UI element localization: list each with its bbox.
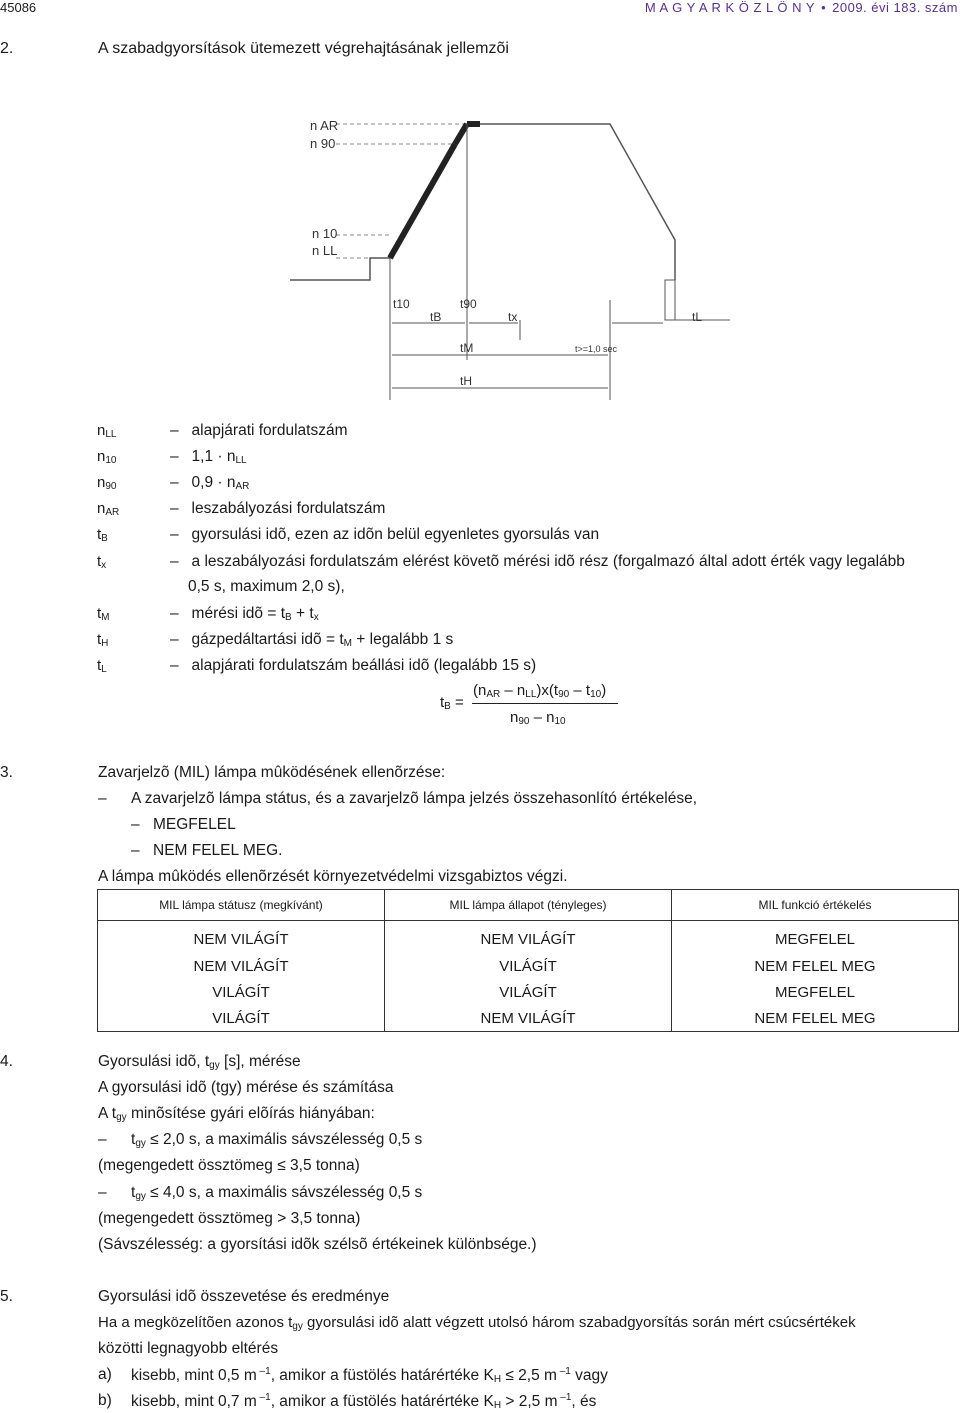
section5-item-a: kisebb, mint 0,5 m $^{-1}$, amikor a füstölés határértéke $K_H \le 2,5$ m $^{-1}$ vagy (131, 1366, 608, 1386)
table-header-cell: MIL lámpa állapot (tényleges) (385, 890, 672, 921)
table-cell: MEGFELEL (672, 979, 959, 1005)
def-text-n10: – $1,1 \cdot n_{LL}$ (170, 448, 247, 466)
section4-bullet2: $t_{gy} \le 4,0$ s, a maximális sávszélesség 0,5 s (131, 1184, 423, 1202)
mil-table (97, 889, 959, 1032)
label-nll: n LL (312, 243, 338, 258)
def-symbol-nar: $n_{AR}$ (97, 500, 120, 518)
section4-bandwidth-note: (Sávszélesség: a gyorsítási idõk szélsõ értékeinek különbsége.) (98, 1236, 537, 1253)
def-text-th: – gázpedáltartási idõ = $t_M$ + legalább 1 s (170, 631, 454, 649)
section4-line1: A gyorsulási idõ (tgy) mérése és számítása (98, 1079, 394, 1096)
acceleration-segment (390, 144, 455, 258)
table-row (98, 921, 959, 954)
idle-box (665, 280, 675, 320)
section5-number: 5. (0, 1288, 13, 1305)
table-header-cell: MIL funkció értékelés (672, 890, 959, 921)
table-cell: VILÁGÍT (385, 953, 672, 979)
section4-dash2: – (98, 1184, 107, 1201)
issue-label: 2009. évi 183. szám (832, 0, 958, 15)
section3-sub2: NEM FELEL MEG. (153, 842, 283, 859)
formula-denominator: $n_{90} - n_{10}$ (510, 709, 566, 727)
def-symbol-tb: $t_B$ (97, 526, 108, 544)
section4-number: 4. (0, 1053, 13, 1070)
table-header-row (98, 890, 959, 921)
formula-lhs: $t_B$ = (440, 694, 464, 712)
section5-title: Gyorsulási idõ összevetése és eredménye (98, 1288, 390, 1305)
section3-dash3: – (131, 842, 140, 859)
section4-bullet1: $t_{gy} \le 2,0$ s, a maximális sávszélesség 0,5 s (131, 1131, 423, 1149)
def-text-tx: – a leszabályozási fordulatszám elérést követõ mérési idõ rész (forgalmazó által adott érték vagy legalább (170, 553, 905, 570)
tb-formula (440, 680, 630, 736)
def-text-nar: – leszabályozási fordulatszám (170, 500, 386, 517)
def-symbol-nll: $n_{LL}$ (97, 422, 117, 440)
acceleration-diagram (280, 100, 703, 400)
label-tm: tM (460, 341, 474, 355)
section4-line2: A $t_{gy}$ minõsítése gyári elõírás hiányában: (98, 1105, 375, 1123)
section3-item1: A zavarjelzõ lámpa státus, és a zavarjelzõ lámpa jelzés összehasonlító értékelése, (131, 790, 698, 807)
header-bullet: • (821, 0, 827, 15)
table-cell: NEM VILÁGÍT (98, 953, 385, 979)
label-t-min: t>=1,0 sec (575, 344, 618, 354)
def-symbol-tm: $t_M$ (97, 605, 110, 623)
def-text-n90: – $0,9 \cdot n_{AR}$ (170, 474, 250, 492)
section3-title: Zavarjelzõ (MIL) lámpa mûködésének ellenõrzése: (98, 764, 446, 781)
section5-item-b: kisebb, mint 0,7 m $^{-1}$, amikor a füstölés határértéke $K_H > 2,5$ m $^{-1}$, és (131, 1392, 597, 1412)
table-cell: NEM FELEL MEG (672, 1005, 959, 1032)
def-symbol-tl: $t_L$ (97, 657, 107, 675)
def-symbol-n90: $n_{90}$ (97, 474, 117, 492)
section4-dash1: – (98, 1131, 107, 1148)
table-cell: VILÁGÍT (98, 1005, 385, 1032)
label-tl: tL (692, 310, 703, 324)
table-header-cell: MIL lámpa státusz (megkívánt) (98, 890, 385, 921)
table-row (98, 953, 959, 979)
section4-bullet2-note: (megengedett össztömeg > 3,5 tonna) (98, 1210, 361, 1227)
def-text-tx-cont: 0,5 s, maximum 2,0 s), (188, 578, 345, 595)
table-row (98, 1005, 959, 1032)
def-symbol-tx: $t_x$ (97, 553, 107, 571)
section4-title: Gyorsulási idõ, $t_{gy}$ [s], mérése (98, 1053, 301, 1071)
def-symbol-n10: $n_{10}$ (97, 448, 117, 466)
page-number: 45086 (0, 0, 37, 15)
section3-note: A lámpa mûködés ellenõrzését környezetvédelmi vizsgabiztos végzi. (98, 868, 568, 885)
section4-bullet1-note: (megengedett össztömeg ≤ 3,5 tonna) (98, 1157, 360, 1174)
formula-fraction-bar (472, 703, 618, 704)
speed-curve (290, 124, 675, 280)
table-cell: NEM VILÁGÍT (385, 921, 672, 954)
label-n90: n 90 (310, 136, 336, 151)
acceleration-top-segment (455, 124, 467, 144)
section5-item-a-label: a) (98, 1366, 112, 1383)
def-text-tm: – mérési idõ = $t_B + t_x$ (170, 605, 319, 623)
label-t90: t90 (460, 297, 477, 311)
section3-sub1: MEGFELEL (153, 816, 236, 833)
journal-name: M A G Y A R K Ö Z L Ö N Y (644, 0, 816, 15)
table-cell: NEM FELEL MEG (672, 953, 959, 979)
def-text-tb: – gyorsulási idõ, ezen az idõn belül egyenletes gyorsulás van (170, 526, 600, 543)
def-text-tl: – alapjárati fordulatszám beállási idõ (legalább 15 s) (170, 657, 537, 674)
section5-paragraph-cont: közötti legnagyobb eltérés (98, 1340, 279, 1357)
table-cell: VILÁGÍT (98, 979, 385, 1005)
def-symbol-th: $t_H$ (97, 631, 109, 649)
journal-header (645, 0, 958, 15)
def-text-nll: – alapjárati fordulatszám (170, 422, 348, 439)
table-cell: VILÁGÍT (385, 979, 672, 1005)
section3-number: 3. (0, 764, 13, 781)
section5-paragraph: Ha a megközelítõen azonos $t_{gy}$ gyorsulási idõ alatt végzett utolsó három szabadgyorsítás során mért csúcsértékek (98, 1314, 856, 1332)
section3-dash2: – (131, 816, 140, 833)
section5-item-b-label: b) (98, 1392, 112, 1409)
table-cell: NEM VILÁGÍT (98, 921, 385, 954)
label-t10: t10 (393, 297, 410, 311)
formula-numerator: $(n_{AR} - n_{LL})x(t_{90} - t_{10})$ (473, 682, 607, 700)
label-th: tH (460, 374, 472, 388)
section2-title: A szabadgyorsítások ütemezett végrehajtásának jellemzõi (98, 40, 509, 57)
table-cell: MEGFELEL (672, 921, 959, 954)
section2-number: 2. (0, 40, 14, 57)
section3-dash1: – (98, 790, 107, 807)
table-row (98, 979, 959, 1005)
label-tx: tx (508, 310, 518, 324)
label-tb: tB (430, 310, 442, 324)
table-cell: NEM VILÁGÍT (385, 1005, 672, 1032)
label-n10: n 10 (312, 226, 338, 241)
label-nar: n AR (310, 118, 339, 133)
